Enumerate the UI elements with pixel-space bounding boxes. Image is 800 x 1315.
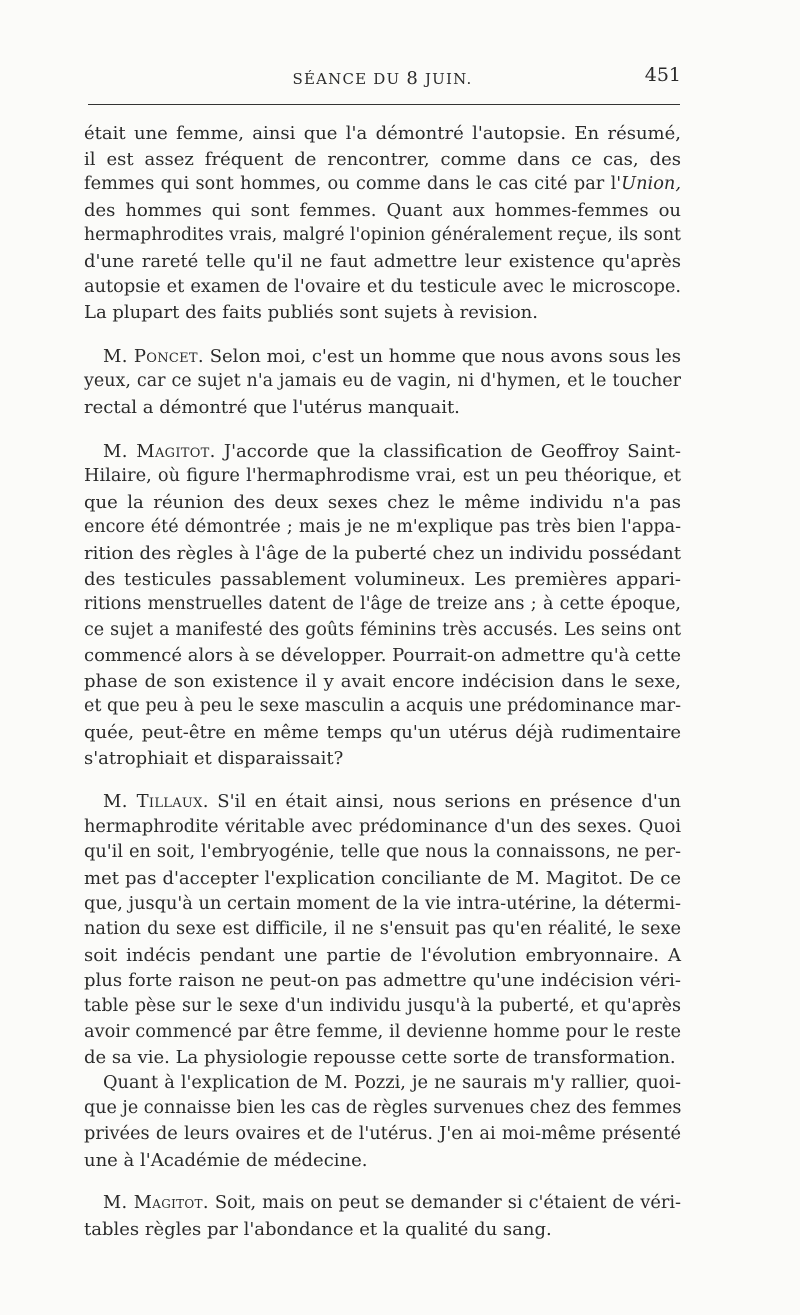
text-run: Soit, mais on peut se demander si c'étaient de véri- — [208, 1193, 681, 1214]
text-line: tables règles par l'abondance et la qualité du sang. — [84, 1218, 552, 1240]
text-line: La plupart des faits publiés sont sujets à revision. — [84, 302, 538, 324]
text-line: yeux, car ce sujet n'a jamais eu de vagin, ni d'hymen, et le toucher — [84, 371, 681, 392]
page-number: 451 — [644, 64, 681, 86]
text-line — [84, 344, 681, 370]
text-line: qu'il en soit, l'embryogénie, telle que nous la connaissons, ne per- — [84, 842, 681, 863]
speaker-name: M. Tillaux. — [103, 791, 209, 813]
text-line: nation du sexe est difficile, il ne s'ensuit pas qu'en réalité, le sexe — [84, 919, 681, 940]
text-line: une à l'Académie de médecine. — [84, 1149, 368, 1171]
text-line: table pèse sur le sexe d'un individu jusqu'à la puberté, et qu'après — [84, 996, 681, 1016]
text-line: quée, peut-être en même temps qu'un utérus déjà rudimentaire — [84, 722, 681, 744]
text-run: femmes qui sont hommes, ou comme dans le cas cité par l' — [84, 174, 622, 195]
running-head — [84, 68, 681, 89]
text-line: met pas d'accepter l'explication conciliante de M. Magitot. De ce — [84, 868, 681, 890]
paragraph-tillaux-cont — [84, 1071, 681, 1173]
text-line: encore été démontrée ; mais je ne m'explique pas très bien l'appa- — [84, 517, 681, 538]
header-rule — [88, 104, 680, 105]
text-line: rectal a démontré que l'utérus manquait. — [84, 396, 460, 418]
text-line: était une femme, ainsi que l'a démontré l'autopsie. En résumé, — [84, 123, 681, 144]
text-line: ce sujet a manifesté des goûts féminins très accusés. Les seins ont — [84, 619, 681, 640]
text-run: S'il en était ainsi, nous serions en présence d'un — [208, 791, 682, 813]
text-line: hermaphrodites vrais, malgré l'opinion généralement reçue, ils sont — [84, 225, 681, 246]
text-line: d'une rareté telle qu'il ne faut admettre leur existence qu'après — [84, 250, 681, 272]
text-line: et que peu à peu le sexe masculin a acquis une prédominance mar- — [84, 696, 682, 717]
journal-title: Union, — [621, 174, 681, 195]
speaker-name: M. Poncet. — [103, 345, 204, 367]
speaker-name: M. Magitot. — [103, 440, 216, 462]
text-line: il est assez fréquent de rencontrer, comme dans ce cas, des — [84, 148, 681, 170]
text-line — [84, 1191, 681, 1217]
text-line: de sa vie. La physiologie repousse cette sorte de transformation. — [84, 1047, 676, 1069]
text-line: privées de leurs ovaires et de l'utérus. J'en ai moi-même présenté — [84, 1123, 681, 1144]
text-line — [84, 789, 681, 815]
paragraph-magitot-reply — [84, 1191, 681, 1242]
speaker-name: M. Magitot. — [103, 1193, 209, 1214]
paragraph-tillaux — [84, 789, 681, 1071]
text-line: commencé alors à se développer. Pourrait-on admettre qu'à cette — [84, 645, 681, 667]
text-line: phase de son existence il y avait encore indécision dans le sexe, — [84, 670, 681, 692]
paragraph-magitot — [84, 439, 681, 772]
text-line — [84, 172, 681, 198]
running-head-pre: SÉANCE DU — [292, 70, 407, 88]
text-line — [84, 439, 681, 465]
text-line: Quant à l'explication de M. Pozzi, je ne saurais m'y rallier, quoi- — [103, 1072, 681, 1093]
text-run: Selon moi, c'est un homme que nous avons sous les — [203, 345, 681, 367]
text-line: soit indécis pendant une partie de l'évolution embryonnaire. A — [84, 944, 681, 966]
text-line: hermaphrodite véritable avec prédominance d'un des sexes. Quoi — [84, 816, 681, 837]
text-line: plus forte raison ne peut-on pas admettre qu'une indécision véri- — [84, 970, 681, 992]
page-header — [84, 64, 681, 88]
text-line: que la réunion des deux sexes chez le même individu n'a pas — [84, 491, 681, 513]
text-line: avoir commencé par être femme, il devienne homme pour le reste — [84, 1021, 681, 1042]
text-line: ritions menstruelles datent de l'âge de treize ans ; à cette époque, — [84, 594, 681, 615]
paragraph-poncet — [84, 344, 681, 421]
paragraph-continuation — [84, 121, 681, 326]
text-line: que je connaisse bien les cas de règles survenues chez des femmes — [84, 1098, 682, 1119]
running-head-date: 8 — [406, 68, 419, 89]
body-text — [84, 121, 681, 1242]
text-line: que, jusqu'à un certain moment de la vie intra-utérine, la détermi- — [84, 893, 681, 914]
text-line: s'atrophiait et disparaissait? — [84, 747, 344, 769]
text-line: des testicules passablement volumineux. Les premières appari- — [84, 568, 681, 590]
text-line: Hilaire, où figure l'hermaphrodisme vrai, est un peu théorique, et — [84, 466, 681, 487]
text-line: rition des règles à l'âge de la puberté chez un individu possédant — [84, 542, 681, 564]
running-head-post: JUIN. — [419, 70, 473, 88]
text-line: autopsie et examen de l'ovaire et du testicule avec le microscope. — [84, 276, 681, 297]
text-line: des hommes qui sont femmes. Quant aux hommes-femmes ou — [84, 199, 681, 221]
text-run: J'accorde que la classification de Geoffroy Saint- — [215, 440, 681, 462]
